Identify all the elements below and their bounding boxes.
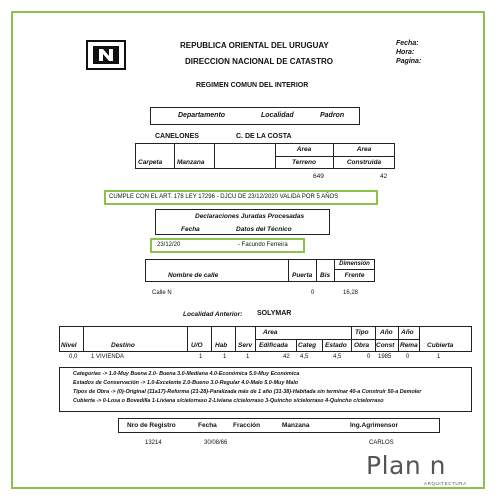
uso-destino-label: Destino — [111, 342, 135, 349]
uso-cubierta-label: Cubierta — [427, 342, 454, 349]
dj-tecnico-value: - Facundo Ferreira — [238, 242, 288, 248]
uso-tipo-label: Tipo — [355, 329, 369, 336]
uso-ano1-label: Año — [380, 329, 393, 336]
area-label: Area — [296, 146, 312, 153]
brand-subtitle: ARQUITECTURA — [424, 481, 467, 486]
registro-fecha-value: 30/08/66 — [204, 440, 228, 446]
uso-obra-value: 0 — [367, 354, 371, 360]
localidad-anterior-value: SOLYMAR — [257, 310, 292, 317]
uso-const-label: Const — [376, 342, 395, 349]
padron-label: Padron — [320, 112, 345, 119]
construida-label: Construida — [346, 159, 382, 166]
calle-dimension-label: Dimensión — [339, 261, 370, 267]
uso-area-label: Area — [263, 329, 278, 336]
uso-rema-label: Rema — [400, 342, 418, 349]
carpeta-label: Carpeta — [138, 159, 163, 166]
uso-categ-value: 4,5 — [300, 354, 309, 360]
calle-puerta-value: 0 — [311, 290, 315, 296]
localidad-value: C. DE LA COSTA — [236, 133, 292, 140]
dj-fecha-label: Fecha — [181, 226, 200, 233]
calle-frente-value: 16,28 — [343, 290, 359, 296]
uso-edificada-value: 42 — [283, 354, 290, 360]
legend-tipos-obra: Tipos de Obra -> (0)-Original (11a17)-Reforma (21-28)-Paralizada más de 1 año (31-38)-Habitada sin terminar 40-a Construir 50-a Demoler — [73, 389, 422, 395]
uso-cubierta-value: 1 — [437, 354, 441, 360]
pagina-label: Pagina: — [396, 58, 422, 65]
localidad-anterior-label: Localidad Anterior: — [183, 311, 243, 318]
departamento-value: CANELONES — [155, 133, 199, 140]
uso-uo-value: 1 — [199, 354, 203, 360]
uso-hab-label: Hab — [215, 342, 228, 349]
uso-nivel-value: 0,0 — [69, 354, 78, 360]
hora-label: Hora: — [396, 49, 415, 56]
uso-ano2-label: Año — [401, 329, 414, 336]
registro-manzana-label: Manzana — [282, 422, 310, 429]
dj-fecha-value: 23/12/20 — [157, 242, 181, 248]
uso-serv-label: Serv — [238, 342, 253, 349]
header-title-3: REGIMEN COMUN DEL INTERIOR — [196, 82, 309, 89]
fecha-label: Fecha: — [396, 40, 419, 47]
calle-nombre-value: Calle N — [152, 290, 172, 296]
header-title-1: REPUBLICA ORIENTAL DEL URUGUAY — [180, 41, 329, 50]
uso-destino-value: 1 VIVIENDA — [91, 354, 125, 360]
catastro-logo-icon — [86, 40, 126, 70]
construida-value: 42 — [380, 173, 388, 180]
calle-nombre-label: Nombre de calle — [168, 272, 219, 279]
declaraciones-title: Declaraciones Juradas Procesadas — [195, 213, 305, 220]
dj-tecnico-label: Datos del Técnico — [236, 226, 292, 233]
registro-fecha-label: Fecha — [198, 422, 217, 429]
uso-categ-label: Categ — [298, 342, 317, 349]
manzana-label: Manzana — [177, 159, 205, 166]
uso-edificada-label: Edificada — [259, 342, 288, 349]
uso-estado-value: 4,5 — [333, 354, 342, 360]
uso-uo-label: U/O — [191, 342, 203, 349]
departamento-label: Departamento — [178, 112, 226, 119]
uso-estado-label: Estado — [325, 342, 347, 349]
uso-serv-value: 1 — [246, 354, 250, 360]
legend-estados: Estados de Conservación -> 1.0-Excelente 2.0-Bueno 3.0-Regular 4.0-Malo 5.0-Muy Malo — [73, 380, 299, 386]
notice-text: CUMPLE CON EL ART. 178 LEY 17296 - DJCU DE 23/12/2020 VALIDA POR 5 AÑOS — [109, 194, 339, 200]
brand-logo: Plan n — [366, 451, 446, 480]
registro-nro-value: 13214 — [145, 440, 162, 446]
uso-hab-value: 1 — [223, 354, 227, 360]
registro-nro-label: Nro de Registro — [127, 422, 176, 429]
terreno-value: 649 — [313, 173, 324, 180]
legend-cubierta: Cubierta -> 0-Losa o Bovedilla 1-Liviana s/cielorraso 2-Liviana c/cielorraso 3-Quincho s/cielorraso 4-Quincho c/cielorraso — [73, 398, 384, 404]
localidad-label: Localidad — [261, 112, 294, 119]
uso-nivel-label: Nivel — [61, 342, 77, 349]
calle-puerta-label: Puerta — [292, 272, 313, 279]
registro-fraccion-label: Fracción — [233, 422, 261, 429]
area-label-2: Area — [356, 146, 372, 153]
header-title-2: DIRECCION NACIONAL DE CATASTRO — [185, 57, 333, 66]
terreno-label: Terreno — [292, 159, 316, 166]
registro-agrimensor-value: CARLOS — [369, 440, 394, 446]
legend-categorias: Categorias -> 1.0-Muy Buena 2.0- Buena 3.0-Mediana 4.0-Económica 5.0-Muy Económica — [73, 371, 300, 377]
calle-bis-label: Bis — [320, 272, 331, 279]
calle-frente-label: Frente — [344, 272, 365, 279]
uso-rema-value: 0 — [406, 354, 410, 360]
uso-const-value: 1985 — [378, 354, 392, 360]
uso-obra-label: Obra — [354, 342, 370, 349]
registro-agrimensor-label: Ing.Agrimensor — [350, 422, 399, 429]
